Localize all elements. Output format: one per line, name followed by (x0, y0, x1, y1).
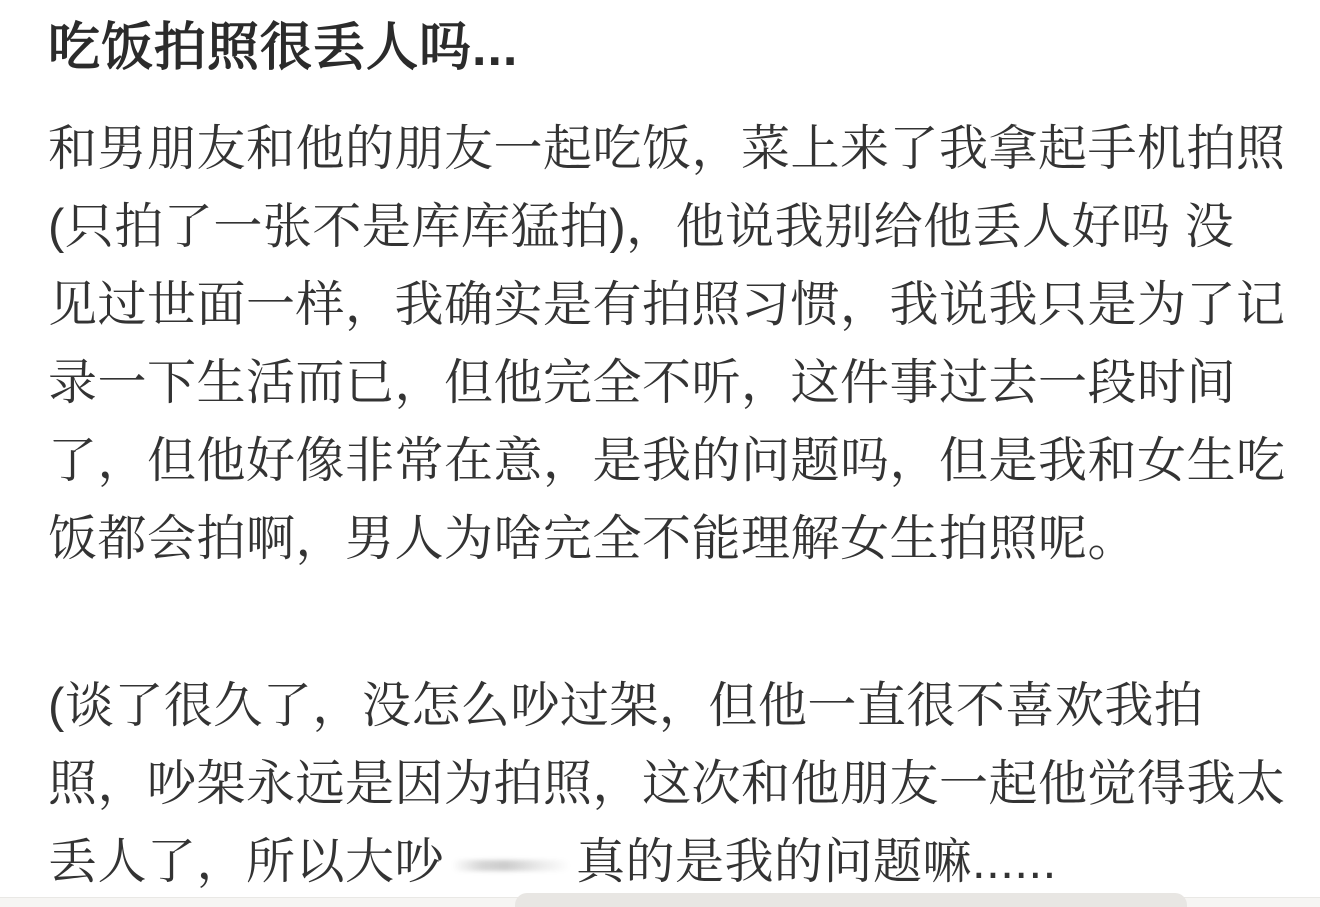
post-paragraph-1 (48, 110, 1286, 578)
post-body-line: 照，吵架永远是因为拍照，这次和他朋友一起他觉得我太 (48, 757, 1286, 811)
post-body-line-redacted (48, 823, 1280, 901)
post-body-line: 饭都会拍啊，男人为啥完全不能理解女生拍照呢。 (48, 512, 1138, 566)
last-line-text-before: 丢人了，所以大吵 (48, 835, 445, 889)
post-body-line: 录一下生活而已，但他完全不听，这件事过去一段时间 (48, 356, 1237, 410)
post-body-line: 了，但他好像非常在意，是我的问题吗，但是我和女生吃 (48, 434, 1286, 488)
post-body-line: (只拍了一张不是库库猛拍)，他说我别给他丢人好吗 没 (48, 200, 1235, 254)
post-body-line: (谈了很久了，没怎么吵过架，但他一直很不喜欢我拍 (48, 679, 1204, 733)
next-card-top-edge (515, 893, 1187, 907)
post-paragraph-2 (48, 667, 1286, 901)
erased-text-smudge (452, 860, 570, 871)
post-body-line: 和男朋友和他的朋友一起吃饭，菜上来了我拿起手机拍照 (48, 122, 1286, 176)
last-line-text-after: 真的是我的问题嘛...... (576, 835, 1057, 889)
post-title: 吃饭拍照很丢人吗... (48, 19, 519, 77)
post-body-line: 见过世面一样，我确实是有拍照习惯，我说我只是为了记 (48, 278, 1286, 332)
